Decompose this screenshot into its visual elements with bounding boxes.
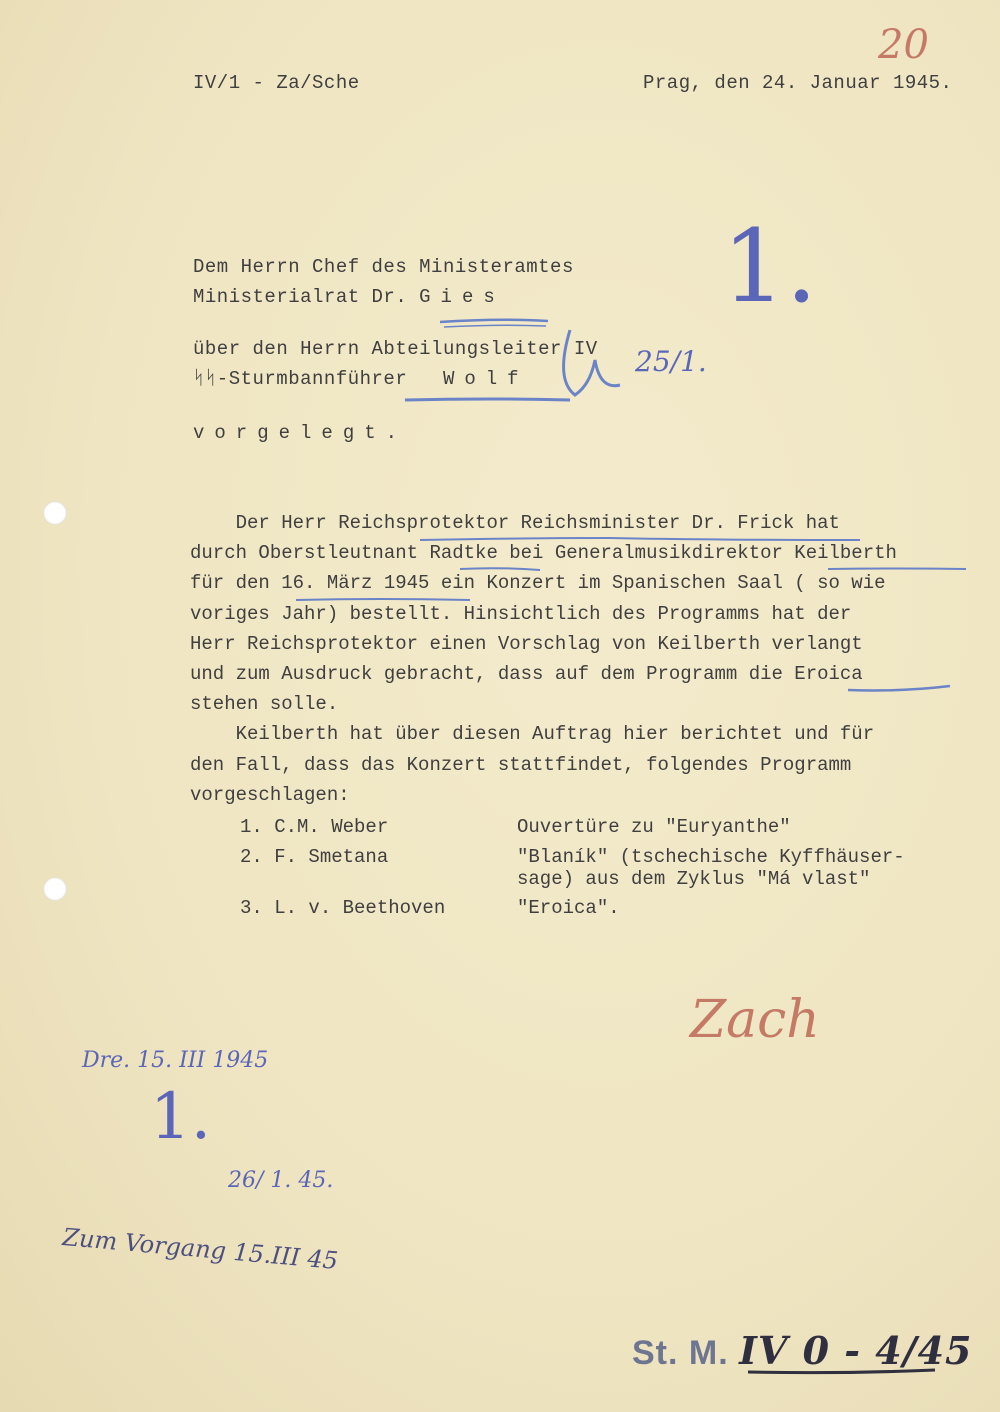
body-line: Herr Reichsprotektor einen Vorschlag von Keilberth verlangt (190, 632, 863, 655)
left-note-1: Dre. 15. III 1945 (82, 1048, 269, 1073)
body-line: stehen solle. (190, 693, 339, 716)
stamp-prefix: St. M. (632, 1334, 729, 1372)
program-composer-3: 3. L. v. Beethoven (240, 897, 446, 919)
punch-hole-bottom (43, 877, 67, 901)
folio-number: 20 (878, 22, 929, 68)
body-line: vorgeschlagen: (190, 783, 350, 806)
underline-gies-2 (444, 325, 546, 327)
letter-body (190, 508, 960, 810)
body-line: Keilberth hat über diesen Auftrag hier berichtet und für (190, 723, 875, 746)
left-note-4: Zum Vorgang 15.III 45 (61, 1223, 340, 1275)
date-note: 25/1. (635, 345, 707, 378)
initial-mark: 1. (722, 208, 818, 325)
archive-stamp (632, 1328, 972, 1373)
rank-label: ᛋᛋ-Sturmbannführer (193, 368, 408, 390)
address-title: Ministerialrat Dr. (193, 286, 408, 308)
body-line: voriges Jahr) bestellt. Hinsichtlich des Programms hat der (190, 602, 852, 625)
reference-code: IV/1 - Za/Sche (193, 72, 360, 94)
signature: Zach (690, 990, 820, 1050)
body-line: für den 16. März 1945 ein Konzert im Spanischen Saal ( so wie (190, 572, 886, 595)
body-line: den Fall, dass das Konzert stattfindet, folgendes Programm (190, 753, 852, 776)
address-line-1: Dem Herrn Chef des Ministeramtes (193, 256, 574, 278)
left-note-3: 26/ 1. 45. (228, 1168, 334, 1193)
program-work-2b: sage) aus dem Zyklus "Má vlast" (517, 868, 871, 890)
address-name-wolf: Wolf (442, 368, 529, 390)
program-composer-1: 1. C.M. Weber (240, 816, 389, 838)
program-work-3: "Eroica". (517, 897, 620, 919)
address-line-3: über den Herrn Abteilungsleiter IV (193, 338, 598, 360)
body-line: und zum Ausdruck gebracht, dass auf dem Programm die Eroica (190, 663, 863, 686)
vorgelegt: vorgelegt. (193, 422, 408, 444)
underline-gies (440, 320, 548, 322)
stamp-number: IV 0 - 4/45 (739, 1328, 973, 1373)
underline-wolf (405, 399, 570, 400)
program-work-1: Ouvertüre zu "Euryanthe" (517, 816, 791, 838)
body-line: Der Herr Reichsprotektor Reichsminister Dr. Frick hat (190, 512, 840, 534)
left-note-2: 1. (150, 1080, 212, 1154)
body-line: durch Oberstleutnant Radtke bei Generalmusikdirektor Keilberth (190, 542, 897, 565)
punch-hole-top (43, 501, 67, 525)
place-date: Prag, den 24. Januar 1945. (643, 72, 953, 94)
program-composer-2: 2. F. Smetana (240, 846, 389, 868)
address-line-4 (193, 368, 529, 390)
address-line-2 (193, 286, 505, 308)
program-work-2a: "Blaník" (tschechische Kyffhäuser- (517, 846, 905, 868)
address-name-gies: Gies (419, 286, 505, 308)
